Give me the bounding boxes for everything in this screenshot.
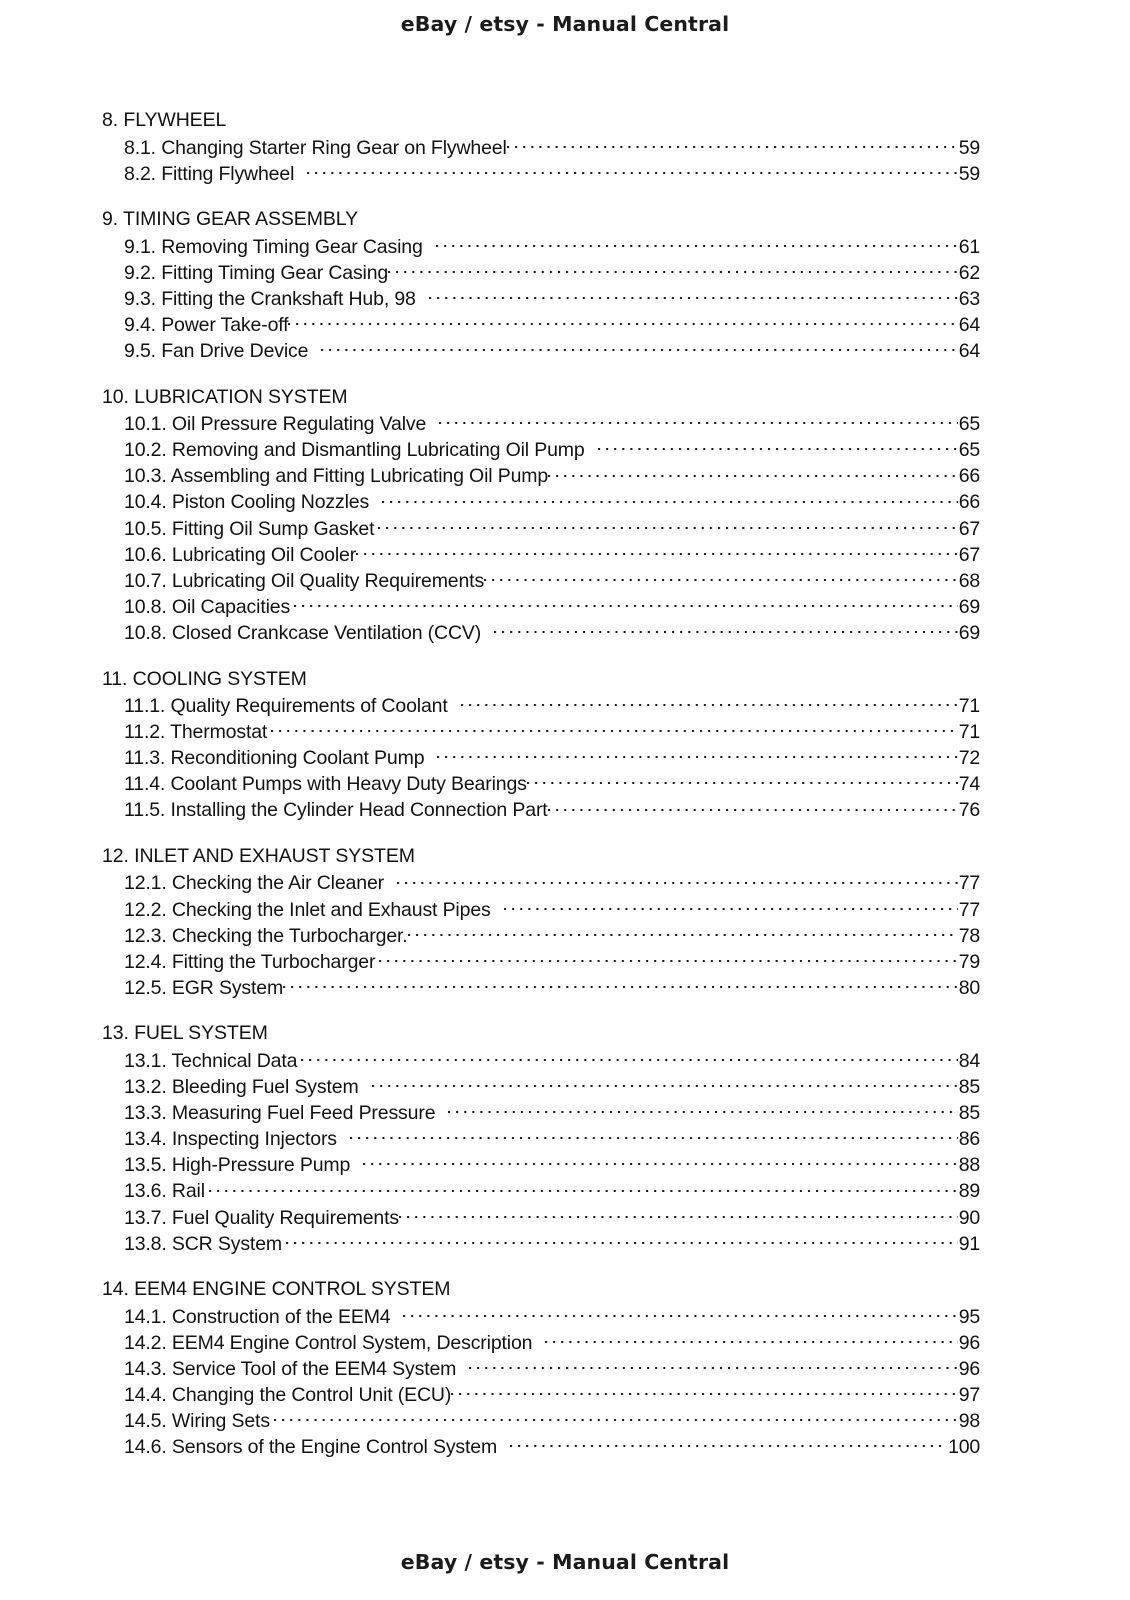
dot-leader <box>379 948 957 968</box>
toc-entry-label: 10.7. Lubricating Oil Quality Requirements <box>124 569 485 592</box>
toc-entry[interactable] <box>100 922 980 948</box>
toc-entry[interactable] <box>100 1381 980 1407</box>
dot-leader <box>382 489 958 509</box>
dot-leader <box>484 567 958 587</box>
toc-entry[interactable] <box>100 1126 980 1152</box>
toc-entry-list <box>100 1303 980 1460</box>
dot-leader <box>274 1408 958 1428</box>
toc-entry[interactable] <box>100 463 980 489</box>
toc-entry-page-number: 71 <box>958 695 980 717</box>
dot-leader <box>527 771 958 791</box>
dot-leader <box>286 1230 958 1250</box>
dot-leader <box>283 974 958 994</box>
toc-entry-page-number: 59 <box>958 136 980 159</box>
toc-entry-page-number: 74 <box>958 773 980 796</box>
toc-entry-page-number: 90 <box>958 1206 980 1229</box>
dot-leader <box>436 233 958 253</box>
toc-entry[interactable] <box>100 285 980 311</box>
dot-leader <box>356 541 958 561</box>
dot-leader <box>372 1074 958 1094</box>
dot-leader <box>408 922 958 942</box>
toc-entry[interactable] <box>100 1230 980 1256</box>
toc-entry-list <box>100 134 980 186</box>
dot-leader <box>294 593 958 613</box>
toc-entry[interactable] <box>100 1178 980 1204</box>
dot-leader <box>510 1434 947 1454</box>
toc-entry-label: 11.5. Installing the Cylinder Head Connection Part <box>124 799 548 822</box>
dot-leader <box>288 311 957 331</box>
dot-leader <box>321 338 957 358</box>
dot-leader <box>388 259 958 279</box>
dot-leader <box>545 1329 957 1349</box>
toc-entry-label: 12.2. Checking the Inlet and Exhaust Pipes <box>124 898 491 921</box>
toc-entry[interactable] <box>100 948 980 974</box>
toc-entry-page-number: 84 <box>958 1049 980 1072</box>
toc-entry-label: 10.4. Piston Cooling Nozzles <box>124 491 370 514</box>
toc-entry-page-number: 80 <box>958 976 980 999</box>
toc-entry-page-number: 71 <box>958 721 980 744</box>
toc-entry[interactable] <box>100 437 980 463</box>
toc-entry[interactable] <box>100 870 980 896</box>
toc-entry-page-number: 85 <box>958 1076 980 1099</box>
toc-entry[interactable] <box>100 1329 980 1355</box>
toc-entry-label: 10.5. Fitting Oil Sump Gasket <box>124 517 375 540</box>
toc-entry-list <box>100 411 980 646</box>
toc-entry-label: 11.1. Quality Requirements of Coolant <box>124 695 448 717</box>
dot-leader <box>209 1178 958 1198</box>
dot-leader <box>397 870 958 890</box>
toc-entry[interactable] <box>100 338 980 364</box>
toc-entry[interactable] <box>100 896 980 922</box>
toc-entry-label: 13.2. Bleeding Fuel System <box>124 1076 359 1099</box>
toc-entry-label: 13.5. High-Pressure Pump <box>124 1154 351 1177</box>
toc-section <box>100 1021 980 1256</box>
toc-entry-label: 13.6. Rail <box>124 1180 205 1203</box>
toc-entry[interactable] <box>100 771 980 797</box>
toc-entry-label: 9.4. Power Take-off <box>124 313 289 336</box>
table-of-contents <box>100 108 980 1460</box>
toc-entry-page-number: 68 <box>958 569 980 592</box>
toc-section <box>100 385 980 646</box>
toc-entry-page-number: 91 <box>958 1232 980 1255</box>
dot-leader <box>439 411 957 431</box>
toc-entry-page-number: 69 <box>958 621 980 644</box>
toc-entry-page-number: 96 <box>958 1357 980 1380</box>
toc-entry-page-number: 85 <box>958 1102 980 1125</box>
toc-entry-page-number: 63 <box>958 287 980 310</box>
dot-leader <box>363 1152 958 1172</box>
dot-leader <box>504 896 958 916</box>
toc-entry-page-number: 76 <box>958 799 980 822</box>
toc-entry[interactable] <box>100 593 980 619</box>
dot-leader <box>307 160 957 180</box>
toc-entry-label: 8.2. Fitting Flywheel <box>124 162 295 185</box>
toc-entry-label: 10.8. Closed Crankcase Ventilation (CCV) <box>124 621 482 644</box>
dot-leader <box>598 437 958 457</box>
toc-entry-label: 13.8. SCR System <box>124 1232 282 1255</box>
dot-leader <box>469 1355 957 1375</box>
toc-entry[interactable] <box>100 619 980 645</box>
toc-entry[interactable] <box>100 797 980 823</box>
dot-leader <box>350 1126 958 1146</box>
dot-leader <box>494 619 958 639</box>
toc-entry-page-number: 61 <box>958 235 980 258</box>
toc-entry[interactable] <box>100 1355 980 1381</box>
toc-entry-page-number: 67 <box>958 543 980 566</box>
toc-entry-page-number: 96 <box>958 1331 980 1354</box>
toc-entry-page-number: 67 <box>958 517 980 540</box>
dot-leader <box>399 1204 958 1224</box>
toc-entry[interactable] <box>100 1408 980 1434</box>
toc-entry-label: 8.1. Changing Starter Ring Gear on Flywheel <box>124 136 507 159</box>
toc-entry-page-number: 97 <box>958 1383 980 1406</box>
toc-entry-label: 13.7. Fuel Quality Requirements <box>124 1206 399 1229</box>
toc-entry-page-number: 86 <box>958 1128 980 1151</box>
dot-leader <box>507 134 958 154</box>
toc-entry-page-number: 66 <box>958 465 980 488</box>
toc-entry[interactable] <box>100 1303 980 1329</box>
toc-entry-page-number: 98 <box>958 1410 980 1433</box>
toc-entry[interactable] <box>100 567 980 593</box>
dot-leader <box>448 1100 957 1120</box>
toc-entry[interactable] <box>100 693 980 719</box>
toc-section <box>100 844 980 1000</box>
toc-entry-page-number: 88 <box>958 1154 980 1177</box>
toc-entry-page-number: 77 <box>958 898 980 921</box>
toc-entry[interactable] <box>100 1100 980 1126</box>
toc-entry[interactable] <box>100 1047 980 1073</box>
toc-entry-page-number: 64 <box>958 340 980 363</box>
toc-entry-label: 14.2. EEM4 Engine Control System, Description <box>124 1331 533 1354</box>
toc-section-title: 9. TIMING GEAR ASSEMBLY <box>102 208 358 231</box>
toc-entry-label: 13.3. Measuring Fuel Feed Pressure <box>124 1102 436 1125</box>
toc-entry[interactable] <box>100 134 980 160</box>
toc-entry-page-number: 77 <box>958 872 980 895</box>
toc-entry-label: 14.4. Changing the Control Unit (ECU) <box>124 1383 452 1406</box>
toc-section-title: 10. LUBRICATION SYSTEM <box>102 385 348 408</box>
toc-entry-label: 12.5. EGR System <box>124 976 284 999</box>
toc-entry[interactable] <box>100 515 980 541</box>
toc-entry-page-number: 66 <box>958 491 980 514</box>
toc-entry-label: 11.3. Reconditioning Coolant Pump <box>124 747 425 770</box>
toc-entry[interactable] <box>100 719 980 745</box>
toc-entry-label: 14.5. Wiring Sets <box>124 1410 270 1433</box>
toc-entry[interactable] <box>100 541 980 567</box>
toc-entry-page-number: 62 <box>958 261 980 284</box>
toc-entry[interactable] <box>100 1074 980 1100</box>
toc-entry[interactable] <box>100 160 980 186</box>
toc-entry-page-number: 65 <box>958 439 980 462</box>
toc-entry-label: 9.3. Fitting the Crankshaft Hub, 98 <box>124 287 416 310</box>
toc-entry-page-number: 78 <box>958 924 980 947</box>
dot-leader <box>548 797 958 817</box>
toc-entry-label: 10.6. Lubricating Oil Cooler <box>124 543 357 566</box>
toc-entry-page-number: 72 <box>958 747 980 770</box>
toc-section-title: 13. FUEL SYSTEM <box>102 1022 268 1045</box>
page-header: eBay / etsy - Manual Central <box>400 12 730 36</box>
toc-entry-label: 13.4. Inspecting Injectors <box>124 1128 337 1151</box>
dot-leader <box>461 693 958 713</box>
dot-leader <box>548 463 958 483</box>
toc-entry-label: 11.2. Thermostat <box>124 721 268 744</box>
toc-entry-list <box>100 233 980 363</box>
toc-entry-page-number: 69 <box>958 595 980 618</box>
toc-entry[interactable] <box>100 1434 980 1460</box>
toc-entry-page-number: 89 <box>958 1180 980 1203</box>
toc-entry-list <box>100 693 980 823</box>
dot-leader <box>378 515 957 535</box>
toc-entry-label: 9.5. Fan Drive Device <box>124 340 309 363</box>
dot-leader <box>451 1381 958 1401</box>
toc-entry-label: 10.8. Oil Capacities <box>124 595 291 618</box>
toc-section <box>100 667 980 823</box>
toc-entry[interactable] <box>100 745 980 771</box>
toc-entry[interactable] <box>100 489 980 515</box>
toc-entry-label: 14.6. Sensors of the Engine Control System <box>124 1436 498 1459</box>
toc-entry-page-number: 95 <box>958 1305 980 1328</box>
toc-entry-label: 12.4. Fitting the Turbocharger <box>124 950 376 973</box>
toc-entry[interactable] <box>100 311 980 337</box>
toc-entry-page-number: 59 <box>958 162 980 185</box>
toc-section <box>100 207 980 363</box>
dot-leader <box>429 285 958 305</box>
toc-entry-label: 9.2. Fitting Timing Gear Casing <box>124 261 389 284</box>
toc-entry[interactable] <box>100 233 980 259</box>
toc-entry-label: 14.1. Construction of the EEM4 <box>124 1305 391 1328</box>
toc-entry-label: 10.1. Oil Pressure Regulating Valve <box>124 413 427 436</box>
toc-entry[interactable] <box>100 259 980 285</box>
toc-entry[interactable] <box>100 974 980 1000</box>
toc-entry[interactable] <box>100 1204 980 1230</box>
toc-entry-label: 12.1. Checking the Air Cleaner <box>124 872 384 895</box>
dot-leader <box>301 1047 957 1067</box>
dot-leader <box>437 745 957 765</box>
toc-section-title: 12. INLET AND EXHAUST SYSTEM <box>102 844 415 867</box>
page-footer: eBay / etsy - Manual Central <box>400 1550 730 1574</box>
toc-entry-label: 9.1. Removing Timing Gear Casing <box>124 235 423 258</box>
toc-entry-page-number: 100 <box>948 1436 980 1459</box>
toc-entry-label: 11.4. Coolant Pumps with Heavy Duty Bearings <box>124 773 527 796</box>
toc-section <box>100 108 980 186</box>
dot-leader <box>403 1303 957 1323</box>
toc-entry-label: 13.1. Technical Data <box>124 1049 298 1072</box>
toc-entry-label: 14.3. Service Tool of the EEM4 System <box>124 1357 457 1380</box>
toc-entry-list <box>100 1047 980 1256</box>
dot-leader <box>271 719 958 739</box>
toc-entry-page-number: 64 <box>958 313 980 336</box>
toc-entry-list <box>100 870 980 1000</box>
toc-entry-label: 10.2. Removing and Dismantling Lubricating Oil Pump <box>124 439 585 462</box>
toc-entry-page-number: 65 <box>958 413 980 436</box>
toc-section-title: 11. COOLING SYSTEM <box>102 667 307 690</box>
toc-entry-label: 10.3. Assembling and Fitting Lubricating Oil Pump <box>124 465 549 488</box>
toc-entry-page-number: 79 <box>958 950 980 973</box>
toc-section-title: 8. FLYWHEEL <box>102 109 227 131</box>
toc-entry[interactable] <box>100 1152 980 1178</box>
toc-section <box>100 1277 980 1460</box>
toc-entry-label: 12.3. Checking the Turbocharger. <box>124 924 408 947</box>
toc-entry[interactable] <box>100 411 980 437</box>
toc-section-title: 14. EEM4 ENGINE CONTROL SYSTEM <box>102 1278 451 1301</box>
